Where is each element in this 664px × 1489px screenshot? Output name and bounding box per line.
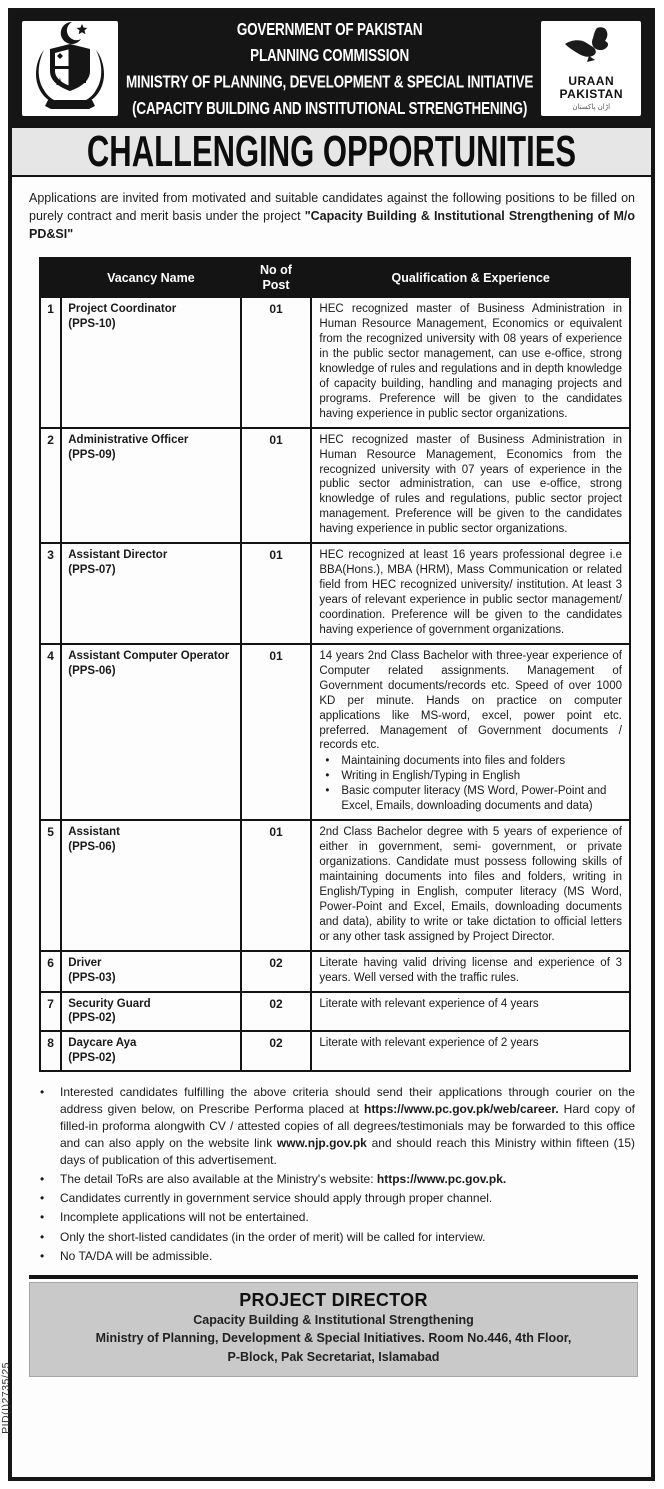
qualification-text: HEC recognized at least 16 years professional degree i.e BBA(Hons.), MBA (HRM), Mass Communication or related field from HEC recognized university/ institution. At least 3 years of relevant experience in public sector management/ coordination. Preference will be given to the candidates having experience of government organizations. (319, 549, 622, 636)
table-row (40, 644, 630, 820)
vacancy-name: Security Guard (68, 997, 151, 1010)
table-row (40, 1031, 630, 1071)
qualification-cell (311, 951, 630, 992)
qualification-cell (311, 1031, 630, 1071)
sno-cell: 7 (40, 992, 61, 1032)
vacancy-name-cell (61, 543, 240, 644)
vacancy-table-wrap (12, 253, 651, 1078)
header-title-line: PLANNING COMMISSION (250, 44, 410, 65)
footer-line: P-Block, Pak Secretariat, Islamabad (227, 1350, 440, 1365)
note-item (34, 1248, 635, 1265)
qualification-text: HEC recognized master of Business Administration in Human Resource Management, Economics from the recognized university with 07 years of experience in the public sector administration, can use e-office, strong knowledge of rules and regulations, public sector project management. Preference will be given to the candidates having experience in public sector organizations. (319, 433, 622, 536)
pakistan-emblem (22, 21, 118, 116)
page-title: CHALLENGING OPPORTUNITIES (86, 126, 577, 176)
footer-line: Capacity Building & Institutional Strengthening (193, 1312, 474, 1327)
intro-paragraph (12, 177, 651, 253)
vacancy-name-cell (61, 428, 240, 544)
vacancy-name-cell (61, 297, 240, 428)
posts-count-cell: 01 (241, 644, 312, 820)
footer-contact-box (29, 1282, 638, 1377)
sno-cell: 8 (40, 1031, 61, 1071)
sno-cell: 6 (40, 951, 61, 992)
vacancy-table-body (40, 297, 630, 1071)
qualification-bullet: • Basic computer literacy (MS Word, Power-Point and Excel, Emails, downloading documents and data) (319, 784, 622, 814)
note-item (34, 1171, 635, 1188)
vacancy-name: Assistant Computer Operator (68, 649, 230, 662)
vacancy-name: Daycare Aya (68, 1037, 137, 1050)
note-link-text: https://www.pc.gov.pk/web/career. (363, 1102, 559, 1117)
sno-cell: 4 (40, 644, 61, 820)
pay-scale: (PPS-03) (68, 971, 116, 984)
header-title-lines (126, 8, 533, 131)
vacancy-name: Assistant (68, 826, 121, 839)
pay-scale: (PPS-10) (68, 318, 116, 331)
pay-scale: (PPS-07) (68, 564, 116, 577)
intro-project-name: "Capacity Building & Institutional Strengthening of M/o PD&SI" (29, 209, 635, 242)
header-title-line: MINISTRY OF PLANNING, DEVELOPMENT & SPECIAL INITIATIVE (126, 71, 534, 91)
note-text: Hard copy of filled-in proforma alongwith CV / attested copies of all degrees/testimonials may be forwarded to this office and can also apply on the website link (60, 1102, 636, 1151)
posts-count-cell: 01 (241, 297, 312, 428)
pay-scale: (PPS-09) (68, 448, 116, 461)
note-text: Only the short-listed candidates (in the order of merit) will be called for interview. (60, 1229, 486, 1244)
vacancy-name-cell (61, 951, 240, 992)
qualification-text: 14 years 2nd Class Bachelor with three-year experience of Computer related assignments. Management of Government documents/records etc. Speed of over 1000 KD per minute. Hands on practice on computer applications like MS-word, excel, power point etc. preferred. Management of Government documents / records etc. (319, 649, 622, 752)
header-title-line: (CAPACITY BUILDING AND INSTITUTIONAL STRENGTHENING) (132, 97, 528, 118)
note-link-text: www.njp.gov.pk (276, 1136, 367, 1151)
vacancy-name-cell (61, 644, 240, 820)
intro-text: Applications are invited from motivated and suitable candidates against the following positions to be filled on purely contract and merit basis under the project (29, 191, 635, 224)
footer-divider (29, 1275, 638, 1279)
note-text: and should reach this Ministry within fifteen (15) days of publication of this advertisement. (60, 1136, 635, 1168)
pay-scale: (PPS-06) (68, 841, 116, 854)
vacancy-name: Project Coordinator (68, 303, 177, 316)
posts-count-cell: 01 (241, 820, 312, 951)
posts-count-cell: 02 (241, 1031, 312, 1071)
vacancy-name: Assistant Director (68, 549, 168, 562)
uraan-urdu-tagline: اڑان پاکستان (572, 103, 611, 111)
uraan-logo-word: PAKISTAN (559, 87, 624, 101)
table-header-row (40, 258, 630, 297)
notes-list (34, 1084, 635, 1264)
note-item (34, 1209, 635, 1226)
qualification-text: Literate with relevant experience of 2 years (319, 1037, 539, 1050)
uraan-bird-icon (563, 26, 619, 75)
qualification-text: Literate with relevant experience of 4 years (319, 997, 539, 1010)
note-item (34, 1229, 635, 1246)
uraan-logo-word: URAAN (568, 74, 615, 88)
column-header-posts: No of Post (241, 258, 312, 297)
qualification-cell (311, 428, 630, 544)
qualification-bullet-list (319, 754, 622, 814)
pakistan-emblem-icon (34, 20, 106, 117)
qualification-cell (311, 644, 630, 820)
note-item (34, 1084, 635, 1169)
job-advertisement (8, 8, 655, 1481)
qualification-text: Literate having valid driving license and experience of 3 years. Well versed with the traffic rules. (319, 956, 622, 984)
table-row (40, 951, 630, 992)
title-banner (12, 125, 651, 177)
note-text: Incomplete applications will not be entertained. (60, 1210, 309, 1225)
note-text: Interested candidates fulfilling the above criteria should send their applications through courier on the address given below, on Prescribe Performa placed at (60, 1085, 635, 1117)
vacancy-name-cell (61, 820, 240, 951)
posts-count-cell: 02 (241, 951, 312, 992)
qualification-cell (311, 297, 630, 428)
qualification-bullet: • Maintaining documents into files and folders (319, 754, 622, 769)
uraan-pakistan-logo (541, 21, 641, 116)
table-row (40, 820, 630, 951)
table-row (40, 428, 630, 544)
pay-scale: (PPS-02) (68, 1052, 116, 1065)
vacancy-name-cell (61, 1031, 240, 1071)
posts-count-cell: 01 (241, 543, 312, 644)
qualification-text: 2nd Class Bachelor degree with 5 years of experience of either in government, semi- government, or private organizations. Candidate must possess following skills of maintaining documents into files and folders, writing in English/Typing in English, computer literacy (MS Word, Power-Point and Excel, Emails, downloading documents and data), ability to write or take dictation to official letters or any other task assigned by Project Director. (319, 826, 622, 943)
pay-scale: (PPS-02) (68, 1012, 116, 1025)
posts-count-cell: 02 (241, 992, 312, 1032)
vacancy-table (39, 257, 631, 1072)
table-row (40, 297, 630, 428)
qualification-cell (311, 543, 630, 644)
qualification-cell (311, 992, 630, 1032)
sno-cell: 1 (40, 297, 61, 428)
note-text: No TA/DA will be admissible. (60, 1248, 213, 1263)
note-link-text: https://www.pc.gov.pk. (376, 1172, 507, 1187)
sno-cell: 2 (40, 428, 61, 544)
column-header-qualification: Qualification & Experience (311, 258, 630, 297)
vacancy-name: Administrative Officer (68, 433, 189, 446)
note-text: Candidates currently in government service should apply through proper channel. (60, 1191, 493, 1206)
column-header-vacancy: Vacancy Name (61, 258, 240, 297)
sno-cell: 3 (40, 543, 61, 644)
vacancy-name-cell (61, 992, 240, 1032)
pay-scale: (PPS-06) (68, 664, 116, 677)
qualification-text: HEC recognized master of Business Administration in Human Resource Management, Economics or equivalent from the recognized university with 08 years of experience in the public sector management, can use e-office, strong knowledge of rules and regulations and in depth knowledge of capacity building, handling and managing projects and programs. Preference will be given to the candidates having experience in public sector organizations. (319, 303, 622, 420)
vacancy-name: Driver (68, 956, 102, 969)
footer-title: PROJECT DIRECTOR (239, 1289, 428, 1310)
footer-line: Ministry of Planning, Development & Special Initiatives. Room No.446, 4th Floor, (95, 1331, 572, 1346)
pid-number: PID(I)2735/25 (0, 1362, 12, 1434)
qualification-cell (311, 820, 630, 951)
notes-section (12, 1078, 651, 1270)
note-text: The detail ToRs are also available at the Ministry's website: (60, 1172, 377, 1187)
posts-count-cell: 01 (241, 428, 312, 544)
qualification-bullet: • Writing in English/Typing in English (319, 769, 622, 784)
table-row (40, 543, 630, 644)
ad-header (12, 12, 651, 125)
table-row (40, 992, 630, 1032)
note-item (34, 1190, 635, 1207)
column-header-sno (40, 258, 61, 297)
sno-cell: 5 (40, 820, 61, 951)
header-title-line: GOVERNMENT OF PAKISTAN (236, 18, 423, 39)
